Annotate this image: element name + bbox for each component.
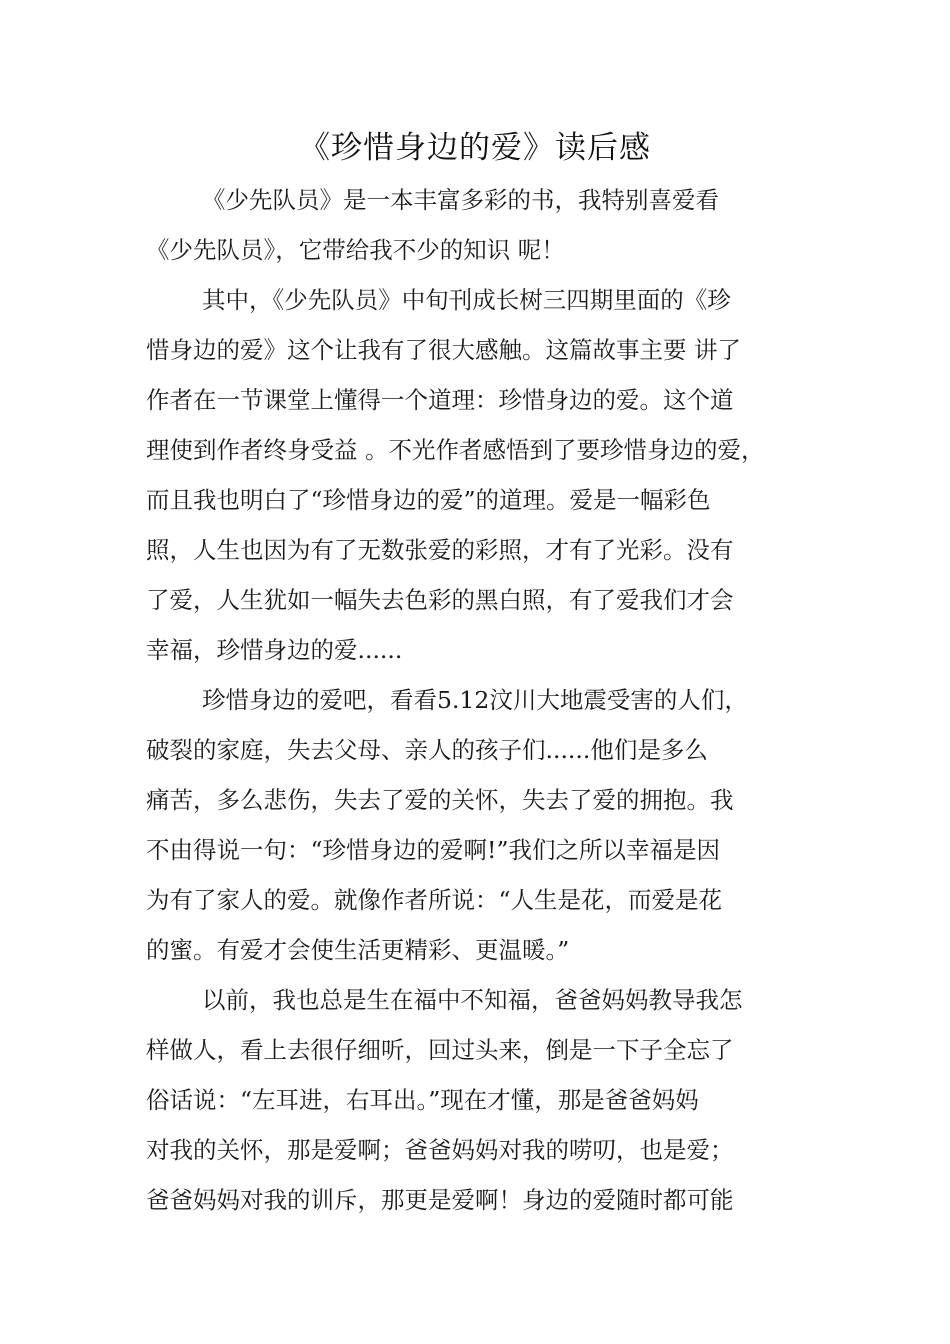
paragraph-2-line-3: 作者在一节课堂上懂得一个道理：珍惜身边的爱。这个道 (146, 386, 734, 414)
paragraph-4-line-4: 对我的关怀，那是爱啊；爸爸妈妈对我的唠叨，也是爱； (146, 1136, 734, 1164)
paragraph-4-line-1: 以前，我也总是生在福中不知福，爸爸妈妈教导我怎 (202, 986, 743, 1014)
document-body (146, 178, 818, 1228)
paragraph-3-line-3: 痛苦，多么悲伤，失去了爱的关怀，失去了爱的拥抱。我 (146, 786, 734, 814)
paragraph-4-line-3: 俗话说：“左耳进，右耳出。”现在才懂，那是爸爸妈妈 (146, 1086, 699, 1114)
paragraph-2-line-2: 惜身边的爱》这个让我有了很大感触。这篇故事主要 讲了 (146, 336, 741, 364)
paragraph-3-line-2: 破裂的家庭，失去父母、亲人的孩子们......他们是多么 (146, 736, 708, 764)
paragraph-2-line-7: 了爱，人生犹如一幅失去色彩的黑白照，有了爱我们才会 (146, 586, 734, 614)
paragraph-4-line-5: 爸爸妈妈对我的训斥，那更是爱啊！身边的爱随时都可能 (146, 1186, 734, 1214)
paragraph-2-line-5: 而且我也明白了“珍惜身边的爱”的道理。爱是一幅彩色 (146, 486, 711, 514)
paragraph-3-line-5: 为有了家人的爱。就像作者所说：“人生是花，而爱是花 (146, 886, 723, 914)
document-title: 《珍惜身边的爱》读后感 (299, 130, 651, 166)
paragraph-2-line-1: 其中，《少先队员》中旬刊成长树三四期里面的《珍 (202, 286, 731, 314)
paragraph-3-line-6: 的蜜。有爱才会使生活更精彩、更温暖。” (146, 936, 570, 964)
paragraph-2-line-8: 幸福，珍惜身边的爱...... (146, 636, 403, 664)
paragraph-2-line-4: 理使到作者终身受益 。不光作者感悟到了要珍惜身边的爱， (146, 436, 765, 464)
paragraph-2-line-6: 照，人生也因为有了无数张爱的彩照，才有了光彩。没有 (146, 536, 734, 564)
paragraph-1-line-1: 《少先队员》是一本丰富多彩的书，我特别喜爱看 (202, 186, 719, 214)
paragraph-1-line-2: 《少先队员》，它带给我不少的知识 呢！ (146, 236, 565, 264)
paragraph-3-line-4: 不由得说一句：“珍惜身边的爱啊!”我们之所以幸福是因 (146, 836, 720, 864)
paragraph-3-line-1: 珍惜身边的爱吧，看看5.12汶川大地震受害的人们， (202, 686, 748, 714)
paragraph-4-line-2: 样做人，看上去很仔细听，回过头来，倒是一下子全忘了 (146, 1036, 734, 1064)
